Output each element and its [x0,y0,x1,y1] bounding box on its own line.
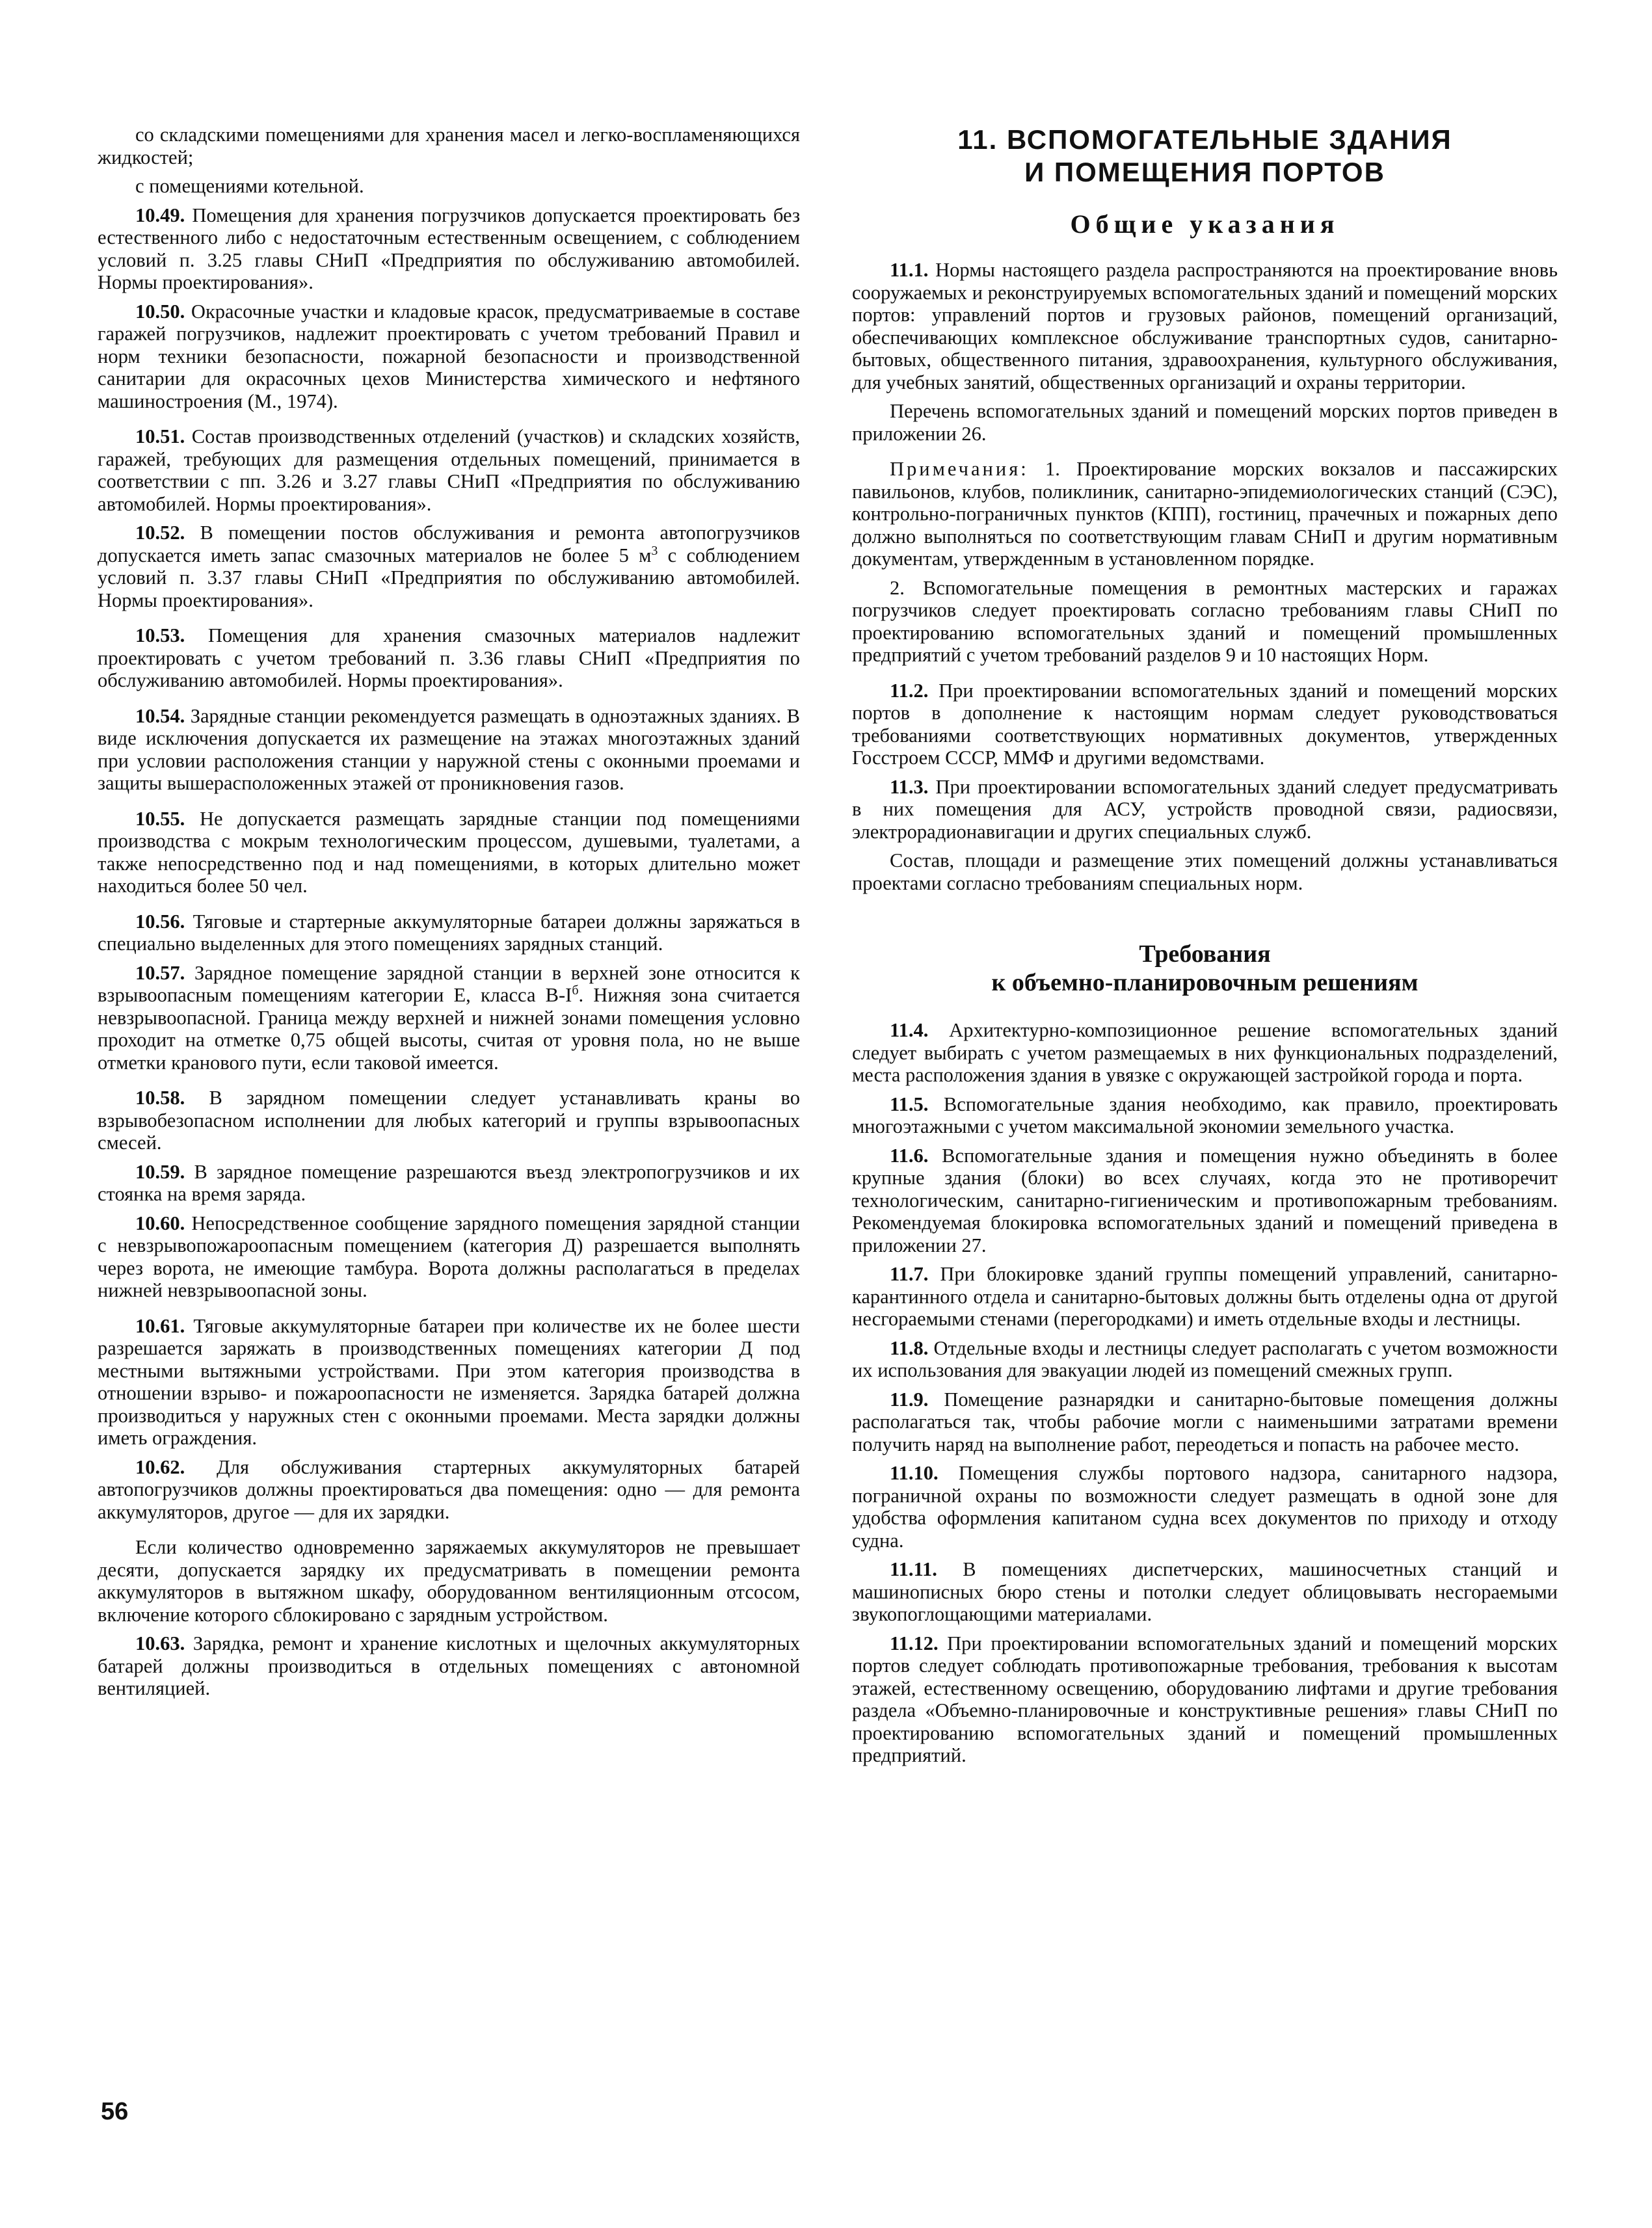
clause-11-7 [852,1263,1558,1331]
section-title-line: И ПОМЕЩЕНИЯ ПОРТОВ [1024,157,1385,187]
paragraph: Состав, площади и размещение этих помещений должны устанавливаться проектами согласно требованиям специальных норм. [852,849,1558,894]
clause-10-50 [98,300,800,413]
clause-10-51 [98,425,800,515]
clause-text: При блокировке зданий группы помещений управлений, санитарно-карантинного отдела и санитарно-бытовых должны быть отделены одна от другой несгораемыми стенами (перегородками) и иметь отдельные входы и лестницы. [852,1263,1558,1330]
section-title-line: 11. ВСПОМОГАТЕЛЬНЫЕ ЗДАНИЯ [957,124,1452,155]
clause-number: 10.59. [135,1160,185,1183]
clause-text: Не допускается размещать зарядные станции под помещениями производства с мокрым технологическим процессом, душевыми, туалетами, а также непосредственно под и над помещениями, в которых длительно может находиться более 50 чел. [98,807,801,897]
clause-10-55 [98,808,800,897]
note [852,458,1558,570]
clause-11-8 [852,1337,1558,1382]
clause-text: Состав производственных отделений (участков) и складских хозяйств, гаражей, требующих для размещения отдельных помещений, принимается в соответствии с пп. 3.26 и 3.27 главы СНиП «Предприятия по обслуживанию автомобилей. Нормы проектирования». [98,425,801,515]
clause-text: При проектировании вспомогательных зданий следует предусматривать в них помещения для АСУ, устройств проводной связи, радиосвязи, электрорадионавигации и других специальных служб. [852,775,1558,843]
clause-number: 10.55. [135,807,185,830]
clause-number: 10.54. [135,704,185,727]
clause-10-57 [98,962,800,1074]
section-title [852,124,1558,189]
clause-number: 11.5. [890,1093,929,1115]
note-label: Примечания: [890,458,1029,480]
clause-text: Тяговые аккумуляторные батареи при количестве их не более шести разрешается заряжать в производственных помещениях категории Д под местными вытяжными устройствами. При этом категория производства в отношении взрыво- и пожароопасности не изменяется. Зарядка батарей должна производиться у наружных стен с оконными проемами. Места зарядки должны иметь ограждения. [98,1314,800,1449]
clause-text: Нормы настоящего раздела распространяются на проектирование вновь сооружаемых и реконструируемых вспомогательных зданий и помещений морских портов: управлений портов и грузовых районов, помещений организаций, обеспечивающих комплексное обслуживание транспортных судов, санитарно-бытовых, общественного питания, здравоохранения, культурного обслуживания, для учебных занятий, общественных организаций и охраны территории. [852,259,1558,393]
clause-text: В помещении постов обслуживания и ремонта автопогрузчиков допускается иметь запас смазочных материалов не более 5 м [98,522,800,566]
clause-10-56 [98,910,800,955]
subsection-heading [852,940,1558,997]
clause-number: 11.6. [890,1144,929,1167]
subsection-heading-line: к объемно-планировочным решениям [991,969,1419,996]
clause-text: Вспомогательные здания необходимо, как правило, проектировать многоэтажными с учетом максимальной экономии земельного участка. [852,1093,1558,1137]
superscript: б [572,983,579,998]
clause-10-52 [98,522,800,611]
paragraph: с помещениями котельной. [135,175,364,197]
clause-10-53 [98,624,800,692]
clause-text: Окрасочные участки и кладовые красок, предусматриваемые в составе гаражей погрузчиков, надлежит проектировать с учетом требований Правил и норм техники безопасности, пожарной безопасности и производственной санитарии для окрасочных цехов Министерства химического и нефтяного машиностроения (М., 1974). [98,300,800,412]
clause-number: 11.7. [890,1263,929,1285]
clause-10-49 [98,204,800,294]
clause-text: Помещение разнарядки и санитарно-бытовые помещения должны располагаться так, чтобы рабочие могли с наименьшими затратами времени получить наряд на выполнение работ, переодеться и попасть на рабочее место. [852,1388,1558,1455]
clause-number: 10.60. [135,1212,185,1234]
clause-number: 11.2. [890,679,929,702]
clause-number: 11.8. [890,1336,929,1359]
clause-text: Зарядные станции рекомендуется размещать в одноэтажных зданиях. В виде исключения допускается их размещение на этажах многоэтажных зданий при условии расположения станции у наружной стены с оконными проемами и защиты вышерасположенных этажей от проникновения газов. [98,704,801,794]
clause-number: 10.58. [135,1087,185,1109]
subsection-heading-line: Требования [1139,940,1271,968]
clause-text: Помещения для хранения погрузчиков допускается проектировать без естественного либо с недостаточным естественным освещением, с соблюдением условий п. 3.25 главы СНиП «Предприятия по обслуживанию автомобилей. Нормы проектирования». [98,204,801,293]
clause-number: 11.9. [890,1388,929,1411]
note-text: 1. Проектирование морских вокзалов и пассажирских павильонов, клубов, поликлиник, санитарно-эпидемиологических станций (СЭС), контрольно-пограничных пунктов (КПП), гостиниц, прачечных и пожарных депо должно выполняться по соответствующим главам СНиП и другим нормативным документам, утвержденным в установленном порядке. [852,458,1558,570]
clause-text: Зарядка, ремонт и хранение кислотных и щелочных аккумуляторных батарей должны производиться в отдельных помещениях с автономной вентиляцией. [98,1632,800,1699]
clause-number: 10.53. [135,624,185,646]
clause-number: 10.62. [135,1455,185,1478]
clause-text: Архитектурно-композиционное решение вспомогательных зданий следует выбирать с учетом размещаемых в них функциональных подразделений, места расположения здания в увязке с окружающей застройкой города и порта. [852,1019,1558,1086]
clause-10-53-continued [98,705,800,795]
subsection-heading: Общие указания [1070,209,1340,239]
clause-text: При проектировании вспомогательных зданий и помещений морских портов следует соблюдать противопожарные требования, требования к высотам этажей, естественному освещению, оборудованию лифтами и другие требования раздела «Объемно-планировочные и конструктивные решения» главы СНиП по проектированию вспомогательных зданий и помещений промышленных предприятий. [852,1632,1558,1766]
superscript: 3 [651,543,658,558]
clause-text: . Нижняя зона считается невзрывоопасной. Граница между верхней и нижней зонами помещения условно проходит на отметке 0,75 общей высоты, считая от уровня пола, но не выше отметки кранового пути, если таковой имеется. [98,984,801,1074]
clause-number: 10.56. [135,910,185,933]
right-column [852,124,1558,1773]
clause-11-9 [852,1388,1558,1456]
clause-10-61 [98,1315,800,1450]
clause-number: 11.10. [890,1462,939,1484]
clause-number: 10.63. [135,1632,185,1654]
clause-11-6 [852,1145,1558,1257]
clause-text: В зарядное помещение разрешаются въезд электропогрузчиков и их стоянка на время заряда. [98,1160,800,1205]
clause-text: Вспомогательные здания и помещения нужно объединять в более крупные здания (блоки) во всех случаях, когда это не противоречит технологическим, санитарно-гигиеническим и противопожарным требованиям. Рекомендуемая блокировка вспомогательных зданий и помещений приведена в приложении 27. [852,1144,1558,1256]
clause-text: Для обслуживания стартерных аккумуляторных батарей автопогрузчиков должны проектироваться два помещения: одно — для ремонта аккумуляторов, другое — для их зарядки. [98,1455,800,1523]
clause-number: 10.61. [135,1314,185,1337]
clause-text: Помещения службы портового надзора, санитарного надзора, пограничной охраны по возможности следует размещать в одной зоне для удобства оформления капитаном судна всех документов по приходу и отходу судна. [852,1462,1558,1552]
page-number: 56 [101,2098,129,2125]
clause-11-1 [852,259,1558,393]
note: 2. Вспомогательные помещения в ремонтных мастерских и гаражах погрузчиков следует проектировать согласно требованиям главы СНиП по проектированию вспомогательных зданий и помещений промышленных предприятий с учетом требований разделов 9 и 10 настоящих Норм. [852,576,1558,666]
clause-text: Зарядное помещение зарядной станции в верхней зоне относится к взрывоопасным помещениям категории Е, класса В-I [98,961,801,1006]
clause-10-59 [98,1161,800,1206]
clause-number: 11.12. [890,1632,939,1654]
clause-11-10 [852,1462,1558,1552]
clause-11-5 [852,1093,1558,1138]
clause-11-2 [852,680,1558,769]
clause-text: В помещениях диспетчерских, машиносчетных станций и машинописных бюро стены и потолки следует облицовывать несгораемыми звукопоглощающими материалами. [852,1558,1558,1625]
clause-10-58 [98,1087,800,1154]
left-column [98,124,800,1706]
clause-number: 10.51. [135,425,185,447]
clause-text: В зарядном помещении следует устанавливать краны во взрывобезопасном исполнении для любых категорий и группы взрывоопасных смесей. [98,1087,800,1154]
clause-10-62 [98,1456,800,1524]
clause-number: 10.49. [135,204,185,226]
clause-10-60 [98,1212,800,1302]
clause-text: Тяговые и стартерные аккумуляторные батареи должны заряжаться в специально выделенных для этого помещениях зарядных станций. [98,910,800,955]
clause-text: Помещения для хранения смазочных материалов надлежит проектировать с учетом требований п. 3.36 главы СНиП «Предприятия по обслуживанию автомобилей. Нормы проектирования». [98,624,800,691]
paragraph: со складскими помещениями для хранения масел и легко-воспламеняющихся жидкостей; [98,124,800,168]
clause-number: 11.11. [890,1558,937,1580]
clause-11-4 [852,1019,1558,1087]
clause-11-12 [852,1632,1558,1767]
clause-text: Отдельные входы и лестницы следует располагать с учетом возможности их использования для эвакуации людей из помещений смежных групп. [852,1336,1558,1381]
clause-number: 10.50. [135,300,185,323]
paragraph: Перечень вспомогательных зданий и помещений морских портов приведен в приложении 26. [852,400,1558,445]
paragraph: Если количество одновременно заряжаемых аккумуляторов не превышает десяти, допускается зарядку их предусматривать в помещении ремонта аккумуляторов в вытяжном шкафу, оборудованном вентиляционным отсосом, включение которого сблокировано с зарядным устройством. [98,1536,800,1626]
clause-11-11 [852,1558,1558,1626]
clause-number: 11.1. [890,259,929,281]
clause-number: 10.52. [135,522,185,544]
clause-10-63 [98,1632,800,1700]
clause-number: 11.3. [890,775,929,798]
clause-text: При проектировании вспомогательных зданий и помещений морских портов в дополнение к настоящим нормам следует руководствоваться требованиями соответствующих нормативных документов, утвержденных Госстроем СССР, ММФ и другими ведомствами. [852,679,1558,769]
clause-number: 11.4. [890,1019,929,1041]
clause-11-3 [852,776,1558,843]
clause-text: Непосредственное сообщение зарядного помещения зарядной станции с невзрывопожароопасным помещением (категория Д) разрешается выполнять через ворота, не имеющие тамбура. Ворота должны располагаться в пределах нижней невзрывоопасной зоны. [98,1212,801,1301]
clause-number: 10.57. [135,961,185,984]
clause-text: с соблюдением условий п. 3.37 главы СНиП «Предприятия по обслуживанию автомобилей. Нормы проектирования». [98,544,800,611]
